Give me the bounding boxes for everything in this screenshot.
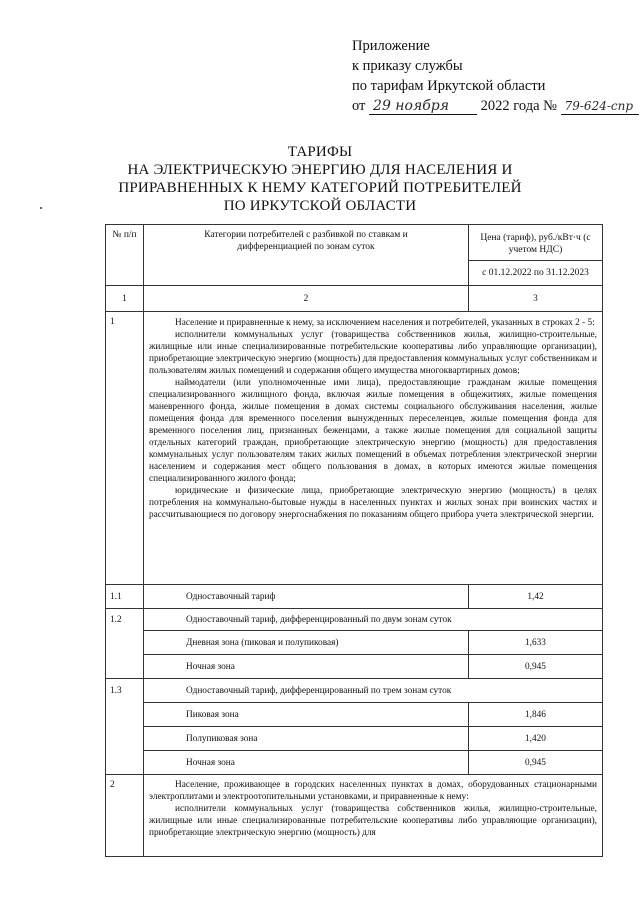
- zone-row: [106, 703, 603, 727]
- appendix-line-3: по тарифам Иркутской области: [352, 78, 546, 94]
- table-row-2: [106, 775, 603, 857]
- row-label: Одноставочный тариф, дифференцированный по двум зонам суток: [144, 609, 603, 631]
- appendix-line-2: к приказу службы: [352, 58, 463, 74]
- row-number: 1.1: [106, 585, 144, 609]
- table-row-1-3: [106, 679, 603, 703]
- row-2-para-2: исполнители коммунальных услуг (товарищества собственников жилья, жилищно-строительные, жилищные или иные специализированные потребительские кооперативы либо управляющие организации), приобретающие электрическую энергию (мощность) для: [149, 804, 597, 838]
- header-num: № п/п: [106, 225, 144, 286]
- zone-label: Полупиковая зона: [144, 727, 469, 751]
- header-period: с 01.12.2022 по 31.12.2023: [469, 261, 603, 286]
- row-2-para-1: Население, проживающее в городских населенных пунктах в домах, оборудованных стационарными электроплитами и электроотопительными установками, и приравненные к нему:: [149, 780, 597, 802]
- appendix-line-1: Приложение: [352, 38, 430, 54]
- column-number-row: [106, 286, 603, 312]
- row-label: Одноставочный тариф, дифференцированный по трем зонам суток: [144, 679, 603, 703]
- zone-label: Ночная зона: [144, 751, 469, 775]
- title-line-4: ПО ИРКУТСКОЙ ОБЛАСТИ: [223, 198, 417, 214]
- zone-label: Дневная зона (пиковая и полупиковая): [144, 631, 469, 655]
- handwritten-order-number: 79-624-спр: [561, 98, 639, 115]
- title-line-2: НА ЭЛЕКТРИЧЕСКУЮ ЭНЕРГИЮ ДЛЯ НАСЕЛЕНИЯ И: [127, 162, 513, 178]
- header-price: Цена (тариф), руб./кВт·ч (с учетом НДС): [469, 225, 603, 261]
- scan-dot: [40, 207, 42, 209]
- row-1-para-1: Население и приравненные к нему, за исключением населения и потребителей, указанных в строках 2 - 5:: [175, 318, 595, 328]
- row-label: Одноставочный тариф: [144, 585, 469, 609]
- row-number: 1.2: [106, 609, 144, 679]
- tariff-value: 1,42: [469, 585, 603, 609]
- handwritten-date: 29 ноября: [369, 98, 477, 115]
- zone-row: [106, 631, 603, 655]
- table-row-1-2: [106, 609, 603, 631]
- year-text: 2022 года №: [480, 98, 557, 114]
- document-title: [100, 143, 540, 215]
- row-1-para-2: исполнители коммунальных услуг (товарищества собственников жилья, жилищно-строительные, жилищные или иные специализированные потребительские кооперативы либо управляющие организации), приобретающие электрическую энергию (мощность) для предоставления коммунальных услуг собственникам и пользователям жилых помещений и содержания общего имущества многоквартирных домов;: [149, 330, 597, 376]
- row-2-description: [144, 775, 603, 857]
- column-number: 3: [469, 286, 603, 312]
- zone-label: Ночная зона: [144, 655, 469, 679]
- appendix-line-4: [352, 96, 639, 116]
- table-row-1-1: [106, 585, 603, 609]
- zone-value: 1,846: [469, 703, 603, 727]
- zone-value: 1,420: [469, 727, 603, 751]
- row-1-para-3: наймодатели (или уполномоченные ими лица), предоставляющие гражданам жилые помещения специализированного жилищного фонда, включая жилые помещения в общежитиях, жилые помещения маневренного фонда, жилые помещения в домах системы социального обслуживания населения, жилые помещения фонда для временного поселения вынужденных переселенцев, жилые помещения фонда для временного поселения лиц, признанных беженцами, а также жилые помещения для социальной защиты отдельных категорий граждан, приобретающие электрическую энергию (мощность) для предоставления коммунальных услуг пользователям таких жилых помещений в объемах потребления электрической энергии населением и содержания мест общего пользования в домах, в которых имеются жилые помещения специализированного жилого фонда;: [149, 378, 597, 484]
- zone-value: 0,945: [469, 655, 603, 679]
- zone-row: [106, 655, 603, 679]
- appendix-header: [352, 36, 639, 116]
- row-1-para-4: юридические и физические лица, приобретающие электрическую энергию (мощность) в целях потребления на коммунально-бытовые нужды в населенных пунктах и жилых зонах при воинских частях и рассчитывающиеся по договору энергоснабжения по показаниям общего прибора учета электрической энергии.: [149, 486, 597, 520]
- zone-value: 0,945: [469, 751, 603, 775]
- table-header-row: [106, 225, 603, 261]
- title-line-1: ТАРИФЫ: [287, 144, 353, 160]
- column-number: 2: [144, 286, 469, 312]
- row-number: 1.3: [106, 679, 144, 775]
- from-word: от: [352, 98, 366, 114]
- table-row-1: [106, 312, 603, 585]
- zone-label: Пиковая зона: [144, 703, 469, 727]
- row-1-description: [144, 312, 603, 585]
- row-number: 2: [106, 775, 144, 857]
- column-number: 1: [106, 286, 144, 312]
- tariff-table: [105, 224, 603, 857]
- zone-value: 1,633: [469, 631, 603, 655]
- title-line-3: ПРИРАВНЕННЫХ К НЕМУ КАТЕГОРИЙ ПОТРЕБИТЕЛЕЙ: [118, 180, 522, 196]
- row-number: 1: [106, 312, 144, 585]
- zone-row: [106, 751, 603, 775]
- zone-row: [106, 727, 603, 751]
- header-category: Категории потребителей с разбивкой по ставкам и дифференциацией по зонам суток: [144, 225, 469, 286]
